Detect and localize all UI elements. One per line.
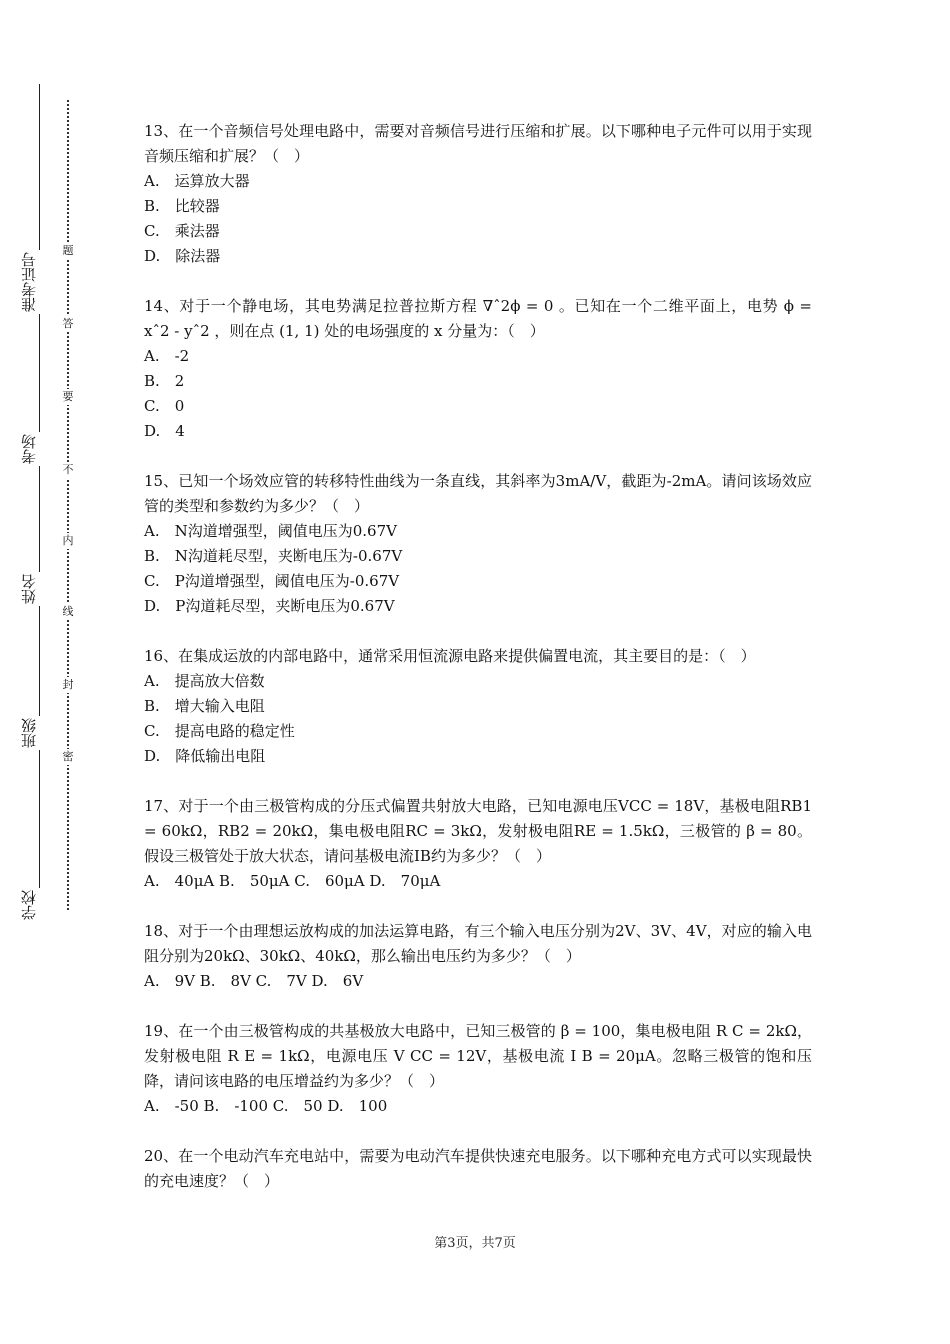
field-exam-id-label: 准考证号 [20, 250, 42, 314]
question-16 [144, 644, 812, 769]
options-inline: A. 9V B. 8V C. 7V D. 6V [144, 972, 364, 990]
question-stem: 15、已知一个场效应管的转移特性曲线为一条直线，其斜率为3mA/V，截距为-2mA。请问该场效应管的类型和参数约为多少？（ ） [144, 472, 812, 515]
seal-char: 题 [59, 243, 77, 259]
option-b: B. 2 [144, 372, 185, 390]
question-stem: 20、在一个电动汽车充电站中，需要为电动汽车提供快速充电服务。以下哪种充电方式可以实现最快的充电速度？（ ） [144, 1147, 812, 1190]
question-13 [144, 119, 812, 269]
question-14 [144, 294, 812, 444]
question-stem: 17、对于一个由三极管构成的分压式偏置共射放大电路，已知电源电压VCC = 18V，基极电阻RB1 = 60kΩ，RB2 = 20kΩ，集电极电阻RC = 3kΩ，发射极电阻RE = 1.5kΩ，三极管的 β = 80。假设三极管处于放大状态，请问基极电流IB约为多少？（ ） [144, 797, 812, 865]
option-a: A. N沟道增强型，阈值电压为0.67V [144, 522, 397, 540]
question-20 [144, 1144, 812, 1194]
option-b: B. 比较器 [144, 197, 220, 215]
seal-char: 封 [59, 677, 77, 693]
question-stem: 19、在一个由三极管构成的共基极放大电路中，已知三极管的 β = 100，集电极电阻 R C = 2kΩ，发射极电阻 R E = 1kΩ，电源电压 V CC = 12V，基极电流 I B = 20μA。忽略三极管的饱和压降，请问该电路的电压增益约为多少？（ ） [144, 1022, 812, 1090]
option-c: C. 0 [144, 397, 185, 415]
option-d: D. P沟道耗尽型，夹断电压为0.67V [144, 597, 395, 615]
option-d: D. 降低输出电阻 [144, 747, 266, 765]
option-c: C. P沟道增强型，阈值电压为-0.67V [144, 572, 400, 590]
option-a: A. 运算放大器 [144, 172, 250, 190]
field-name-label: 姓名 [20, 572, 42, 606]
question-stem: 13、在一个音频信号处理电路中，需要对音频信号进行压缩和扩展。以下哪种电子元件可以用于实现音频压缩和扩展？（ ） [144, 122, 812, 165]
question-18 [144, 919, 812, 994]
option-d: D. 除法器 [144, 247, 221, 265]
options-inline: A. -50 B. -100 C. 50 D. 100 [144, 1097, 388, 1115]
binding-line [39, 84, 40, 920]
option-a: A. -2 [144, 347, 190, 365]
seal-dotted-line [67, 100, 69, 910]
question-stem: 18、对于一个由理想运放构成的加法运算电路，有三个输入电压分别为2V、3V、4V，对应的输入电阻分别为20kΩ、30kΩ、40kΩ，那么输出电压约为多少？（ ） [144, 922, 812, 965]
seal-char: 线 [59, 604, 77, 620]
option-c: C. 乘法器 [144, 222, 220, 240]
option-c: C. 提高电路的稳定性 [144, 722, 295, 740]
field-exam-room-label: 考场 [20, 432, 42, 466]
question-stem: 14、对于一个静电场，其电势满足拉普拉斯方程 ∇ˆ2ϕ = 0 。已知在一个二维平面上，电势 ϕ = xˆ2 - yˆ2 ，则在点 (1, 1) 处的电场强度的 x 分量为：（ ） [144, 297, 812, 340]
seal-char: 不 [59, 462, 77, 478]
question-17 [144, 794, 812, 894]
question-15 [144, 469, 812, 619]
seal-char: 要 [59, 389, 77, 405]
question-stem: 16、在集成运放的内部电路中，通常采用恒流源电路来提供偏置电流，其主要目的是：（ ） [144, 647, 756, 665]
option-d: D. 4 [144, 422, 185, 440]
seal-char: 答 [59, 316, 77, 332]
page-number: 第3页，共7页 [434, 1236, 516, 1251]
seal-char: 密 [59, 749, 77, 765]
option-b: B. N沟道耗尽型，夹断电压为-0.67V [144, 547, 403, 565]
field-class-label: 班级 [20, 716, 42, 750]
question-list [144, 119, 812, 1219]
options-inline: A. 40μA B. 50μA C. 60μA D. 70μA [144, 872, 441, 890]
option-a: A. 提高放大倍数 [144, 672, 265, 690]
seal-char: 内 [59, 533, 77, 549]
question-19 [144, 1019, 812, 1119]
option-b: B. 增大输入电阻 [144, 697, 265, 715]
field-school-label: 学校 [20, 888, 42, 922]
